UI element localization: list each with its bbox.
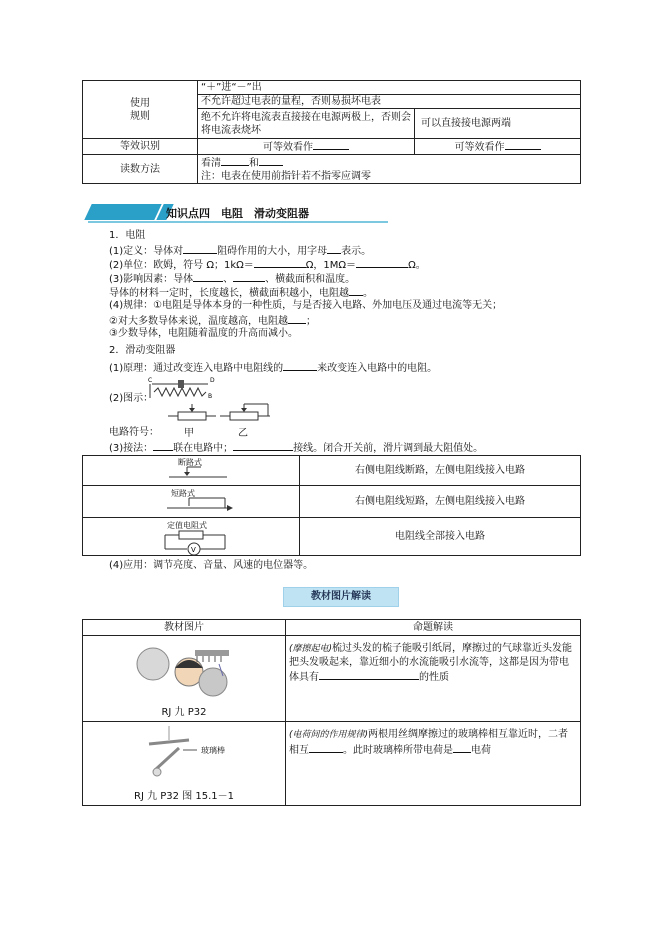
law-line-2: ②对大多数导体来说，温度越高，电阻越 ； xyxy=(109,313,316,328)
image-caption-2: RJ 九 P32 图 15.1－1 xyxy=(134,791,234,802)
law-line-3: ③少数导体，电阻随着温度的升高而减小。 xyxy=(109,328,298,339)
wiring-open-desc: 右侧电阻线断路，左侧电阻线接入电路 xyxy=(300,456,581,486)
unit-line: (2)单位：欧姆，符号 Ω；1kΩ＝ Ω，1MΩ＝ Ω。 xyxy=(109,257,426,272)
svg-text:D: D xyxy=(210,377,215,384)
equiv-label: 等效识别 xyxy=(83,139,198,155)
usage-row2: 不允许超过电表的量程，否则易损坏电表 xyxy=(198,95,581,109)
svg-text:C: C xyxy=(148,377,153,384)
fixed-resistor-diagram xyxy=(165,529,231,555)
principle-line: (1)原理：通过改变连入电路中电阻线的 来改变连入电路中的电阻。 xyxy=(109,360,437,375)
image-cell-1 xyxy=(83,636,286,722)
wiring-fig-open xyxy=(83,456,300,486)
circuit-symbol-label: 电路符号： xyxy=(109,427,159,438)
wiring-fixed-desc: 电阻线全部接入电路 xyxy=(300,518,581,556)
glass-rod-illustration xyxy=(149,726,239,778)
rheostat-wiring-table xyxy=(82,455,581,556)
read-label: 读数方法 xyxy=(83,155,198,184)
wiring-fig-fixed xyxy=(83,518,300,556)
rheostat-symbol-jia xyxy=(168,404,218,424)
rheostat-symbol-yi xyxy=(220,404,276,424)
label-yi: 乙 xyxy=(238,428,248,439)
wiring-label-short: 短路式 xyxy=(171,489,195,498)
resistance-heading: 1．电阻 xyxy=(109,230,146,241)
law-line-1: (4)规律：①电阻是导体本身的一种性质，与是否接入电路、外加电压及通过电流等无关； xyxy=(109,300,503,311)
connection-line: (3)接法： 联在电路中； 接线。闭合开关前，滑片调到最大阻值处。 xyxy=(109,440,483,455)
usage-label: 使用 规则 xyxy=(83,81,198,139)
svg-text:V: V xyxy=(191,546,196,554)
col-header-interpretation: 命题解读 xyxy=(286,620,581,636)
textbook-image-table xyxy=(82,619,581,806)
glass-rod-label: 玻璃棒 xyxy=(201,746,225,755)
equiv-right: 可等效看作 xyxy=(415,139,581,155)
interpretation-1: (摩擦起电)梳过头发的梳子能吸引纸屑，摩擦过的气球靠近头发能把头发吸起来，靠近细小的水流能吸引水流等，这都是因为带电体具有 的性质 xyxy=(286,636,581,722)
label-jia: 甲 xyxy=(184,428,194,439)
equiv-left: 可等效看作 xyxy=(198,139,415,155)
wiring-label-fixed: 定值电阻式 xyxy=(167,521,207,530)
banner-underline xyxy=(88,221,388,223)
usage-row3-left: 绝不允许将电流表直接接在电源两极上，否则会将电流表烧坏 xyxy=(198,109,415,139)
material-line: 导体的材料一定时，长度越长，横截面积越小，电阻越 。 xyxy=(109,285,373,300)
wiring-label-open: 断路式 xyxy=(178,458,202,467)
image-cell-2 xyxy=(83,722,286,806)
read-content: 看清 和 注：电表在使用前指针若不指零应调零 xyxy=(198,155,581,184)
balloon-comb-illustration xyxy=(131,642,241,702)
section-banner xyxy=(88,204,388,226)
textbook-image-tag: 教材图片解读 xyxy=(283,587,399,607)
image-caption-1: RJ 九 P32 xyxy=(161,707,207,718)
col-header-image: 教材图片 xyxy=(83,620,286,636)
short-circuit-diagram xyxy=(167,498,233,516)
svg-text:B: B xyxy=(208,393,213,400)
wiring-fig-short xyxy=(83,486,300,518)
meter-rules-table xyxy=(82,80,581,184)
section-title: 知识点四 电阻 滑动变阻器 xyxy=(166,207,309,220)
diagram-label: (2)图示： xyxy=(109,393,154,404)
application-line: (4)应用：调节亮度、音量、风速的电位器等。 xyxy=(109,560,314,571)
usage-row1: “＋”进“－”出 xyxy=(198,81,581,95)
open-circuit-diagram xyxy=(169,465,229,483)
banner-bar xyxy=(84,204,161,220)
interpretation-2: (电荷间的作用规律)两根用丝绸摩擦过的玻璃棒相互靠近时，二者相互 。此时玻璃棒所带电荷是 电荷 xyxy=(286,722,581,806)
wiring-short-desc: 右侧电阻线短路，左侧电阻线接入电路 xyxy=(300,486,581,518)
rheostat-illustration xyxy=(148,374,228,404)
factors-line: (3)影响因素：导体 、 、横截面积和温度。 xyxy=(109,271,355,286)
definition-line: (1)定义：导体对 阻碍作用的大小，用字母 表示。 xyxy=(109,243,371,258)
usage-row3-right: 可以直接接电源两端 xyxy=(415,109,581,139)
rheostat-heading: 2．滑动变阻器 xyxy=(109,345,176,356)
